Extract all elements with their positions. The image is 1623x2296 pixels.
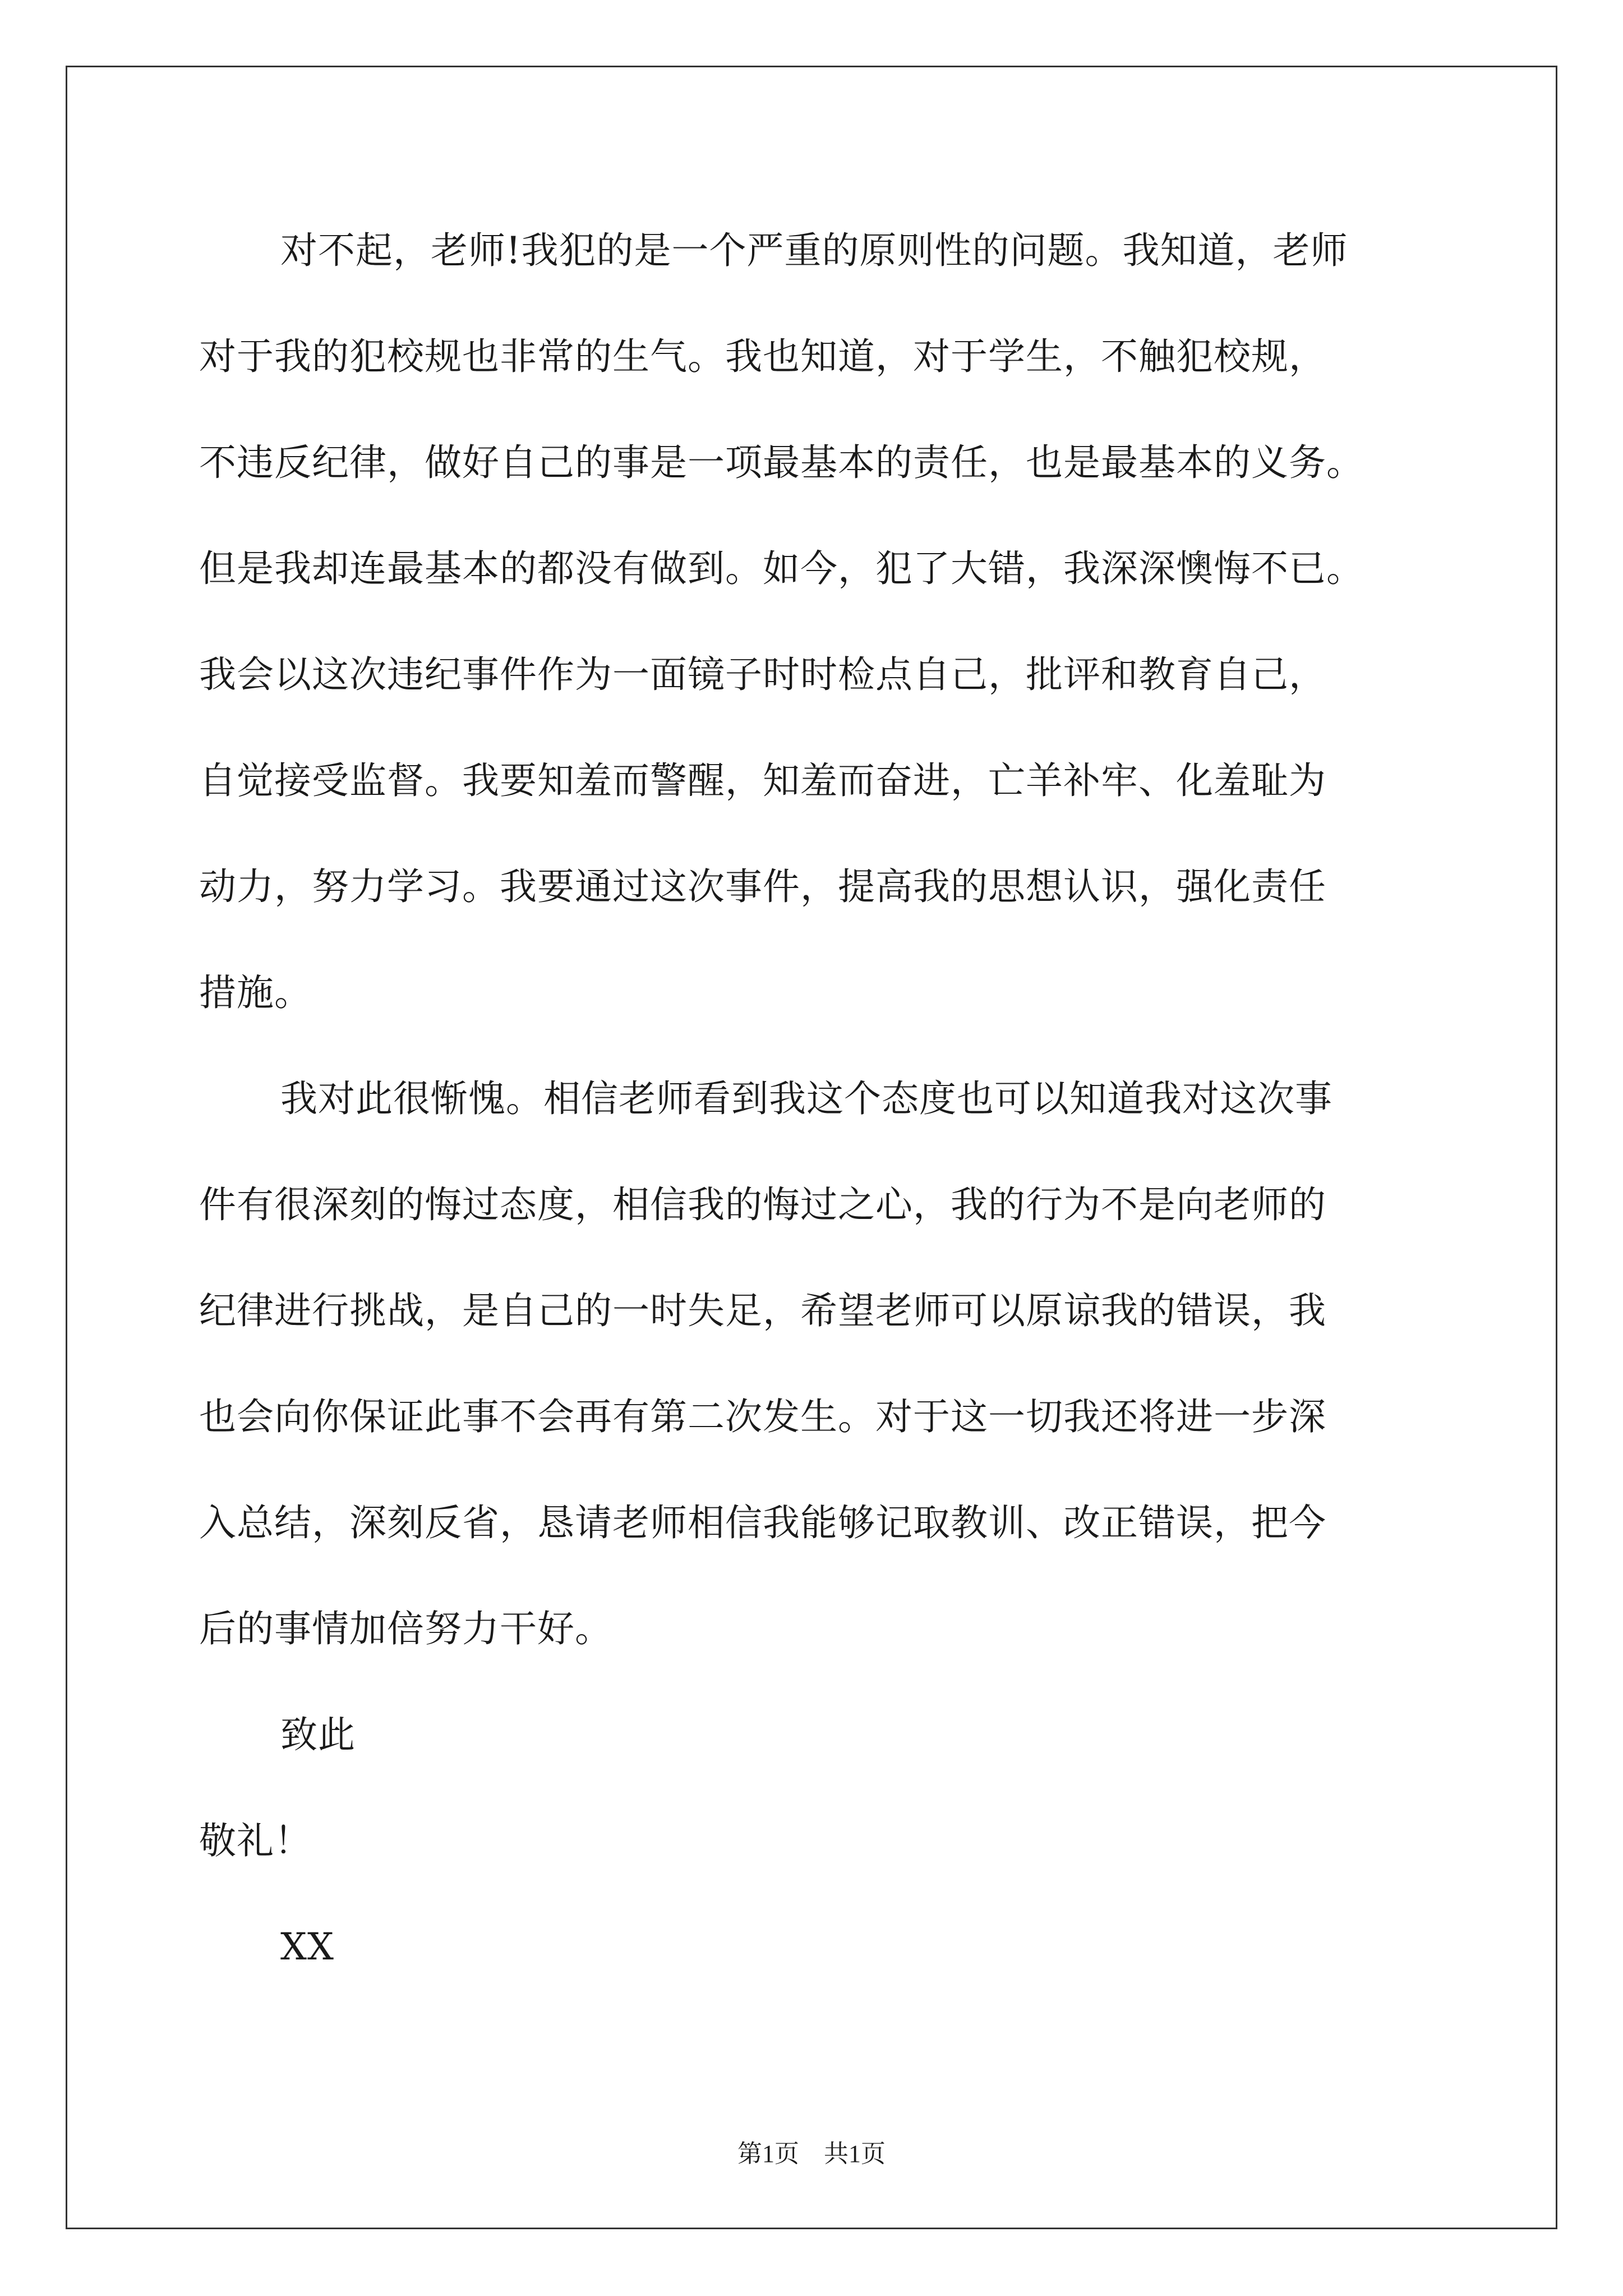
paragraph-2-line-6: 后的事情加倍努力干好。 [199, 1607, 612, 1650]
paragraph-1-line-4: 但是我却连最基本的都没有做到。如今，犯了大错，我深深懊悔不已。 [199, 547, 1364, 590]
paragraph-1-line-8: 措施。 [199, 971, 312, 1014]
paragraph-1-line-7: 动力，努力学习。我要通过这次事件，提高我的思想认识，强化责任 [199, 865, 1326, 908]
paragraph-1-line-5: 我会以这次违纪事件作为一面镜子时时检点自己，批评和教育自己， [199, 653, 1326, 696]
paragraph-1-line-6: 自觉接受监督。我要知羞而警醒，知羞而奋进，亡羊补牢、化羞耻为 [199, 759, 1326, 802]
page-footer: 第1页 共1页 [737, 2140, 886, 2168]
closing-text: 致此 [280, 1713, 356, 1756]
paragraph-1-line-3: 不违反纪律，做好自己的事是一项最基本的责任，也是最基本的义务。 [199, 441, 1364, 484]
page-border [66, 66, 1557, 2229]
salute-text: 敬礼！ [199, 1819, 312, 1862]
paragraph-1-line-1: 对不起，老师!我犯的是一个严重的原则性的问题。我知道，老师 [280, 229, 1348, 272]
paragraph-2-line-4: 也会向你保证此事不会再有第二次发生。对于这一切我还将进一步深 [199, 1395, 1326, 1438]
paragraph-2-line-1: 我对此很惭愧。相信老师看到我这个态度也可以知道我对这次事 [280, 1077, 1332, 1120]
paragraph-2-line-5: 入总结，深刻反省，恳请老师相信我能够记取教训、改正错误，把今 [199, 1501, 1326, 1544]
signature: XX [280, 1925, 334, 1968]
paragraph-2-line-3: 纪律进行挑战，是自己的一时失足，希望老师可以原谅我的错误，我 [199, 1289, 1326, 1332]
paragraph-1-line-2: 对于我的犯校规也非常的生气。我也知道，对于学生，不触犯校规， [199, 335, 1326, 378]
paragraph-2-line-2: 件有很深刻的悔过态度，相信我的悔过之心，我的行为不是向老师的 [199, 1183, 1326, 1226]
